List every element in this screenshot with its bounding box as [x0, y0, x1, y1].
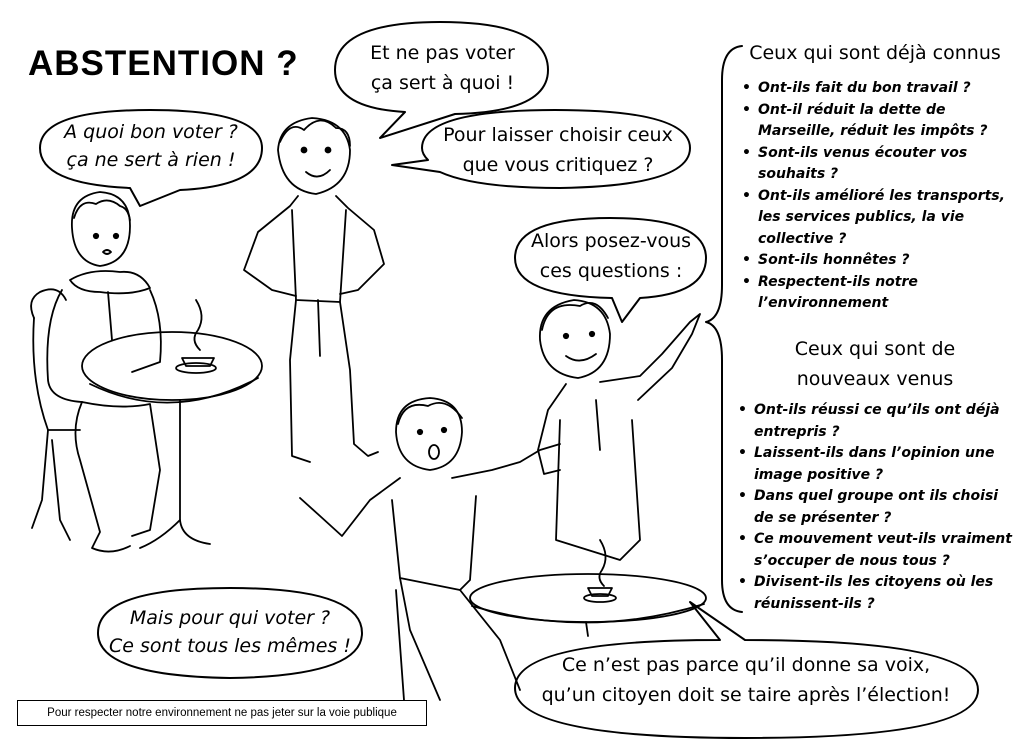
- question-text: • Respectent-ils notre l’environnement: [758, 273, 918, 311]
- new-questions-list: [736, 400, 1020, 615]
- question-text: • Sont-ils venus écouter vos souhaits ?: [758, 144, 968, 182]
- list-item: [736, 486, 1020, 529]
- footer-notice: Pour respecter notre environnement ne pas jeter sur la voie publique: [17, 700, 427, 726]
- list-item: [740, 272, 1018, 315]
- bubble-line: ça ne sert à rien !: [66, 149, 236, 171]
- bubble-line: Ce sont tous les mêmes !: [109, 635, 351, 657]
- new-heading-line: nouveaux venus: [796, 368, 954, 390]
- bubble-bottom-left: [102, 604, 358, 660]
- question-text: • Ont-il réduit la dette de Marseille, réduit les impôts ?: [758, 101, 988, 139]
- bubble-left: [44, 118, 258, 174]
- list-item: [740, 78, 1018, 100]
- list-item: [740, 100, 1018, 143]
- bubble-line: Mais pour qui voter ?: [129, 607, 331, 629]
- list-item: [736, 443, 1020, 486]
- new-heading-line: Ceux qui sont de: [794, 338, 956, 360]
- page-title: ABSTENTION ?: [28, 44, 299, 83]
- cafe-table-left: [82, 300, 262, 548]
- bubble-line: que vous critiquez ?: [462, 154, 654, 176]
- known-questions-list: [740, 78, 1018, 315]
- list-item: [736, 400, 1020, 443]
- list-item: [740, 186, 1018, 251]
- cafe-table-bottom: [470, 540, 706, 636]
- bubble-line: Ce n’est pas parce qu’il donne sa voix,: [561, 654, 931, 676]
- bubble-middle: [432, 120, 684, 180]
- list-item: [736, 529, 1020, 572]
- bubble-line: ces questions :: [539, 260, 683, 282]
- list-item: [740, 250, 1018, 272]
- question-text: • Sont-ils honnêtes ?: [758, 252, 910, 268]
- bubble-line: Alors posez-vous: [530, 230, 692, 252]
- bubble-bottom-right: [520, 650, 972, 710]
- question-text: • Ont-ils fait du bon travail ?: [758, 80, 971, 96]
- bubble-line: qu’un citoyen doit se taire après l’élection!: [541, 684, 951, 706]
- pointing-man-figure: [538, 300, 700, 560]
- question-text: • Dans quel groupe ont ils choisi de se présenter ?: [754, 488, 999, 526]
- seated-man-figure: [31, 192, 161, 552]
- bubble-top-center: [345, 38, 540, 98]
- bubble-line: A quoi bon voter ?: [64, 121, 238, 143]
- standing-man-figure: [244, 118, 384, 462]
- bubble-line: Et ne pas voter: [370, 42, 515, 64]
- question-text: • Ont-ils amélioré les transports, les services publics, la vie collective ?: [758, 187, 1005, 247]
- list-item: [736, 572, 1020, 615]
- bubble-line: Pour laisser choisir ceux: [443, 124, 673, 146]
- question-text: • Ont-ils réussi ce qu’ils ont déjà entrepris ?: [754, 402, 1000, 440]
- question-text: • Laissent-ils dans l’opinion une image positive ?: [754, 445, 995, 483]
- list-item: [740, 143, 1018, 186]
- bubble-questions-prompt: [520, 226, 702, 286]
- question-text: • Divisent-ils les citoyens où les réunissent-ils ?: [754, 574, 994, 612]
- new-heading: [760, 334, 990, 394]
- question-text: • Ce mouvement veut-ils vraiment s’occuper de nous tous ?: [754, 531, 1012, 569]
- known-heading: Ceux qui sont déjà connus: [749, 42, 1001, 64]
- bubble-line: ça sert à quoi !: [370, 72, 515, 94]
